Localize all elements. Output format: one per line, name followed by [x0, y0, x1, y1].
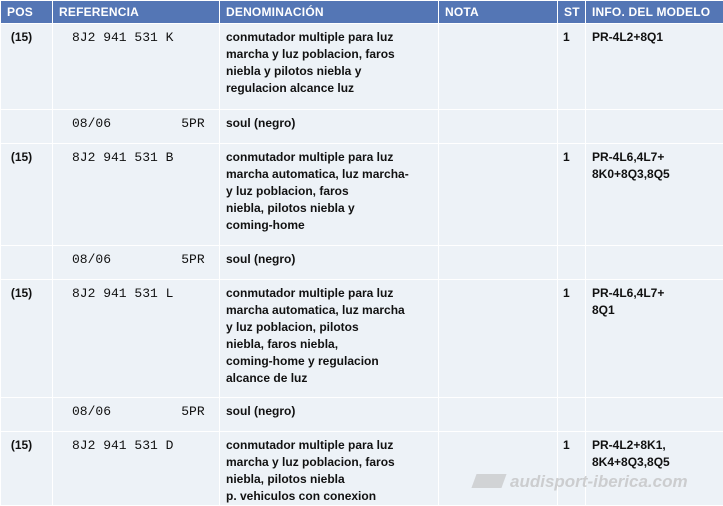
column-header-pos[interactable]: POS: [1, 1, 53, 24]
table-row[interactable]: [1, 144, 723, 246]
table-row[interactable]: [1, 432, 723, 506]
denominacion-line: y luz poblacion, pilotos: [226, 319, 432, 336]
info-modelo-line: PR-4L2+8Q1: [592, 29, 717, 46]
cell-denominacion: [220, 144, 439, 246]
cell-info-modelo: [586, 398, 723, 432]
column-header-denominacion[interactable]: DENOMINACIÓN: [220, 1, 439, 24]
denominacion-line: conmutador multiple para luz: [226, 285, 432, 302]
cell-pos: (15): [1, 432, 53, 506]
cell-st: 1: [558, 432, 586, 506]
cell-pos: [1, 110, 53, 144]
cell-pos: (15): [1, 144, 53, 246]
denominacion-line: soul (negro): [226, 115, 432, 132]
info-modelo-line: 8K4+8Q3,8Q5: [592, 454, 717, 471]
denominacion-line: conmutador multiple para luz: [226, 29, 432, 46]
cell-referencia: 8J2 941 531 K: [53, 24, 220, 110]
denominacion-line: soul (negro): [226, 251, 432, 268]
denominacion-line: coming-home y regulacion: [226, 353, 432, 370]
cell-referencia: 08/06 5PR: [53, 246, 220, 280]
cell-denominacion: [220, 398, 439, 432]
cell-nota: [439, 432, 558, 506]
watermark: [474, 472, 688, 492]
denominacion-line: y luz poblacion, faros: [226, 183, 432, 200]
denominacion-line: conmutador multiple para luz: [226, 437, 432, 454]
cell-denominacion: [220, 246, 439, 280]
cell-nota: [439, 110, 558, 144]
denominacion-line: niebla y pilotos niebla y: [226, 63, 432, 80]
cell-nota: [439, 24, 558, 110]
table-row[interactable]: [1, 24, 723, 110]
column-header-referencia[interactable]: REFERENCIA: [53, 1, 220, 24]
cell-denominacion: [220, 110, 439, 144]
cell-pos: [1, 398, 53, 432]
denominacion-line: p. vehiculos con conexion: [226, 488, 432, 505]
cell-nota: [439, 280, 558, 398]
cell-referencia: 8J2 941 531 L: [53, 280, 220, 398]
cell-denominacion: [220, 280, 439, 398]
cell-referencia: 8J2 941 531 D: [53, 432, 220, 506]
table-row[interactable]: [1, 398, 723, 432]
cell-st: 1: [558, 280, 586, 398]
watermark-logo-icon: [471, 474, 506, 488]
denominacion-line: regulacion alcance luz: [226, 80, 432, 97]
denominacion-line: niebla, pilotos niebla y: [226, 200, 432, 217]
column-header-st[interactable]: ST: [558, 1, 586, 24]
cell-referencia: 08/06 5PR: [53, 110, 220, 144]
cell-st: [558, 246, 586, 280]
info-modelo-line: PR-4L6,4L7+: [592, 285, 717, 302]
watermark-text: audisport-iberica.com: [510, 472, 688, 491]
denominacion-line: marcha y luz poblacion, faros: [226, 46, 432, 63]
info-modelo-line: 8Q1: [592, 302, 717, 319]
table-header-row: [1, 1, 723, 24]
cell-nota: [439, 398, 558, 432]
denominacion-line: marcha automatica, luz marcha-: [226, 166, 432, 183]
denominacion-line: marcha automatica, luz marcha: [226, 302, 432, 319]
cell-nota: [439, 246, 558, 280]
cell-st: 1: [558, 24, 586, 110]
cell-denominacion: [220, 432, 439, 506]
cell-info-modelo: [586, 246, 723, 280]
denominacion-line: coming-home: [226, 217, 432, 234]
cell-st: 1: [558, 144, 586, 246]
cell-referencia: 8J2 941 531 B: [53, 144, 220, 246]
cell-info-modelo: [586, 144, 723, 246]
cell-denominacion: [220, 24, 439, 110]
column-header-info-modelo[interactable]: INFO. DEL MODELO: [586, 1, 723, 24]
info-modelo-line: PR-4L6,4L7+: [592, 149, 717, 166]
cell-info-modelo: [586, 110, 723, 144]
cell-nota: [439, 144, 558, 246]
table-row[interactable]: [1, 110, 723, 144]
denominacion-line: niebla, faros niebla,: [226, 336, 432, 353]
cell-st: [558, 398, 586, 432]
column-header-nota[interactable]: NOTA: [439, 1, 558, 24]
cell-st: [558, 110, 586, 144]
table-row[interactable]: [1, 246, 723, 280]
table-row[interactable]: [1, 280, 723, 398]
cell-info-modelo: [586, 24, 723, 110]
denominacion-line: soul (negro): [226, 403, 432, 420]
info-modelo-line: 8K0+8Q3,8Q5: [592, 166, 717, 183]
denominacion-line: conmutador multiple para luz: [226, 149, 432, 166]
cell-info-modelo: [586, 432, 723, 506]
cell-referencia: 08/06 5PR: [53, 398, 220, 432]
info-modelo-line: PR-4L2+8K1,: [592, 437, 717, 454]
cell-pos: [1, 246, 53, 280]
cell-pos: (15): [1, 280, 53, 398]
cell-info-modelo: [586, 280, 723, 398]
denominacion-line: niebla, pilotos niebla: [226, 471, 432, 488]
denominacion-line: marcha y luz poblacion, faros: [226, 454, 432, 471]
denominacion-line: alcance de luz: [226, 370, 432, 387]
cell-pos: (15): [1, 24, 53, 110]
